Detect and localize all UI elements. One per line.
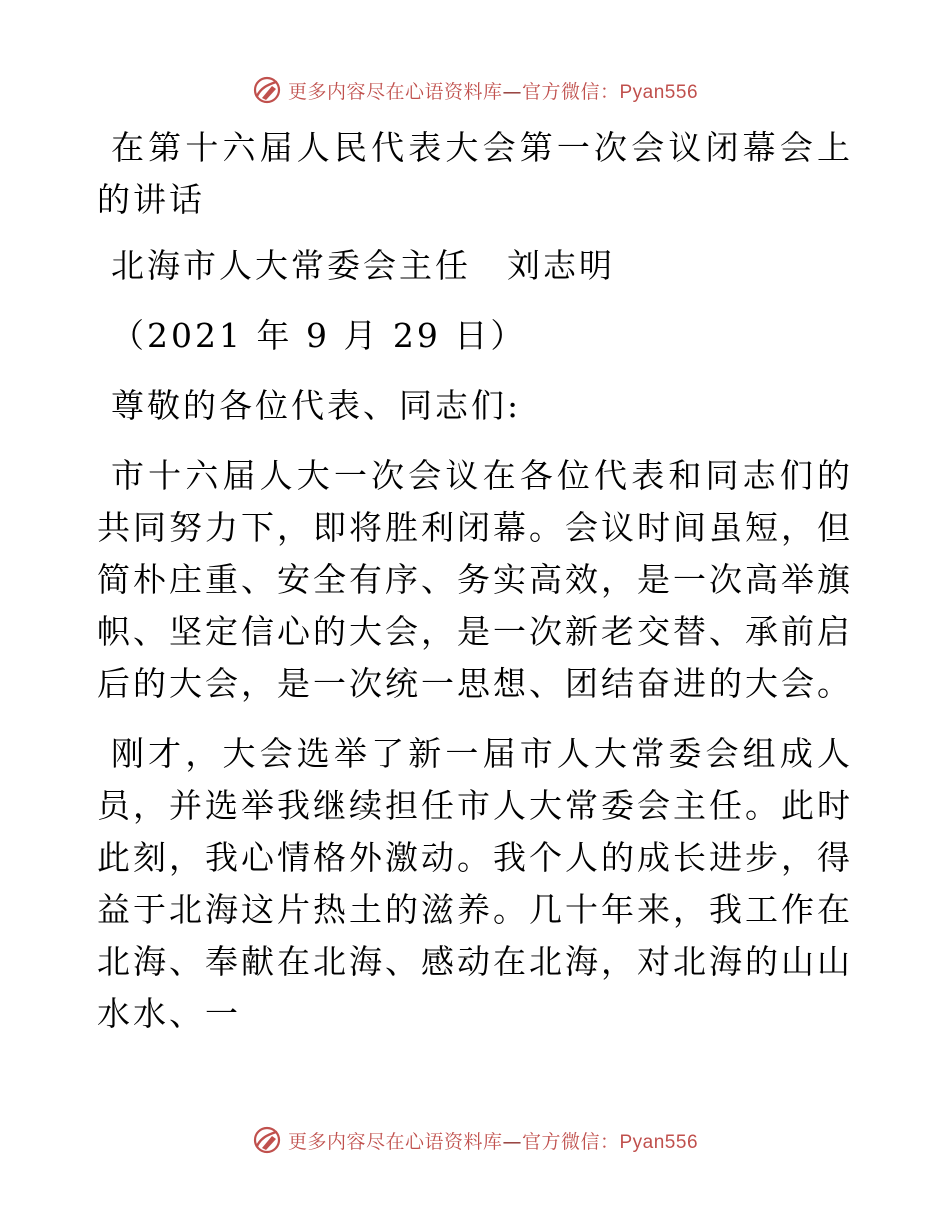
document-date: （2021 年 9 月 29 日） xyxy=(111,316,527,355)
watermark-text: 更多内容尽在心语资料库—官方微信：Pyan556 xyxy=(287,80,699,103)
header-watermark xyxy=(0,70,950,110)
footer-watermark xyxy=(0,1120,950,1160)
document-body xyxy=(97,122,853,1058)
watermark-text: 更多内容尽在心语资料库—官方微信：Pyan556 xyxy=(287,1130,699,1153)
document-author: 北海市人大常委会主任 刘志明 xyxy=(111,246,615,285)
document-title: 在第十六届人民代表大会第一次会议闭幕会上的讲话 xyxy=(97,128,853,219)
body-paragraph: 市十六届人大一次会议在各位代表和同志们的共同努力下，即将胜利闭幕。会议时间虽短，但简朴庄重、安全有序、务实高效，是一次高举旗帜、坚定信心的大会，是一次新老交替、承前启后的大会，是一次统一思想、团结奋进的大会。 xyxy=(97,456,853,703)
seal-logo-icon xyxy=(252,1125,282,1155)
body-paragraph: 刚才，大会选举了新一届市人大常委会组成人员，并选举我继续担任市人大常委会主任。此时此刻，我心情格外激动。我个人的成长进步，得益于北海这片热土的滋养。几十年来，我工作在北海、奉献在北海、感动在北海，对北海的山山水水、一 xyxy=(97,734,853,1033)
seal-logo-icon xyxy=(252,75,282,105)
document-salutation: 尊敬的各位代表、同志们: xyxy=(111,386,522,425)
